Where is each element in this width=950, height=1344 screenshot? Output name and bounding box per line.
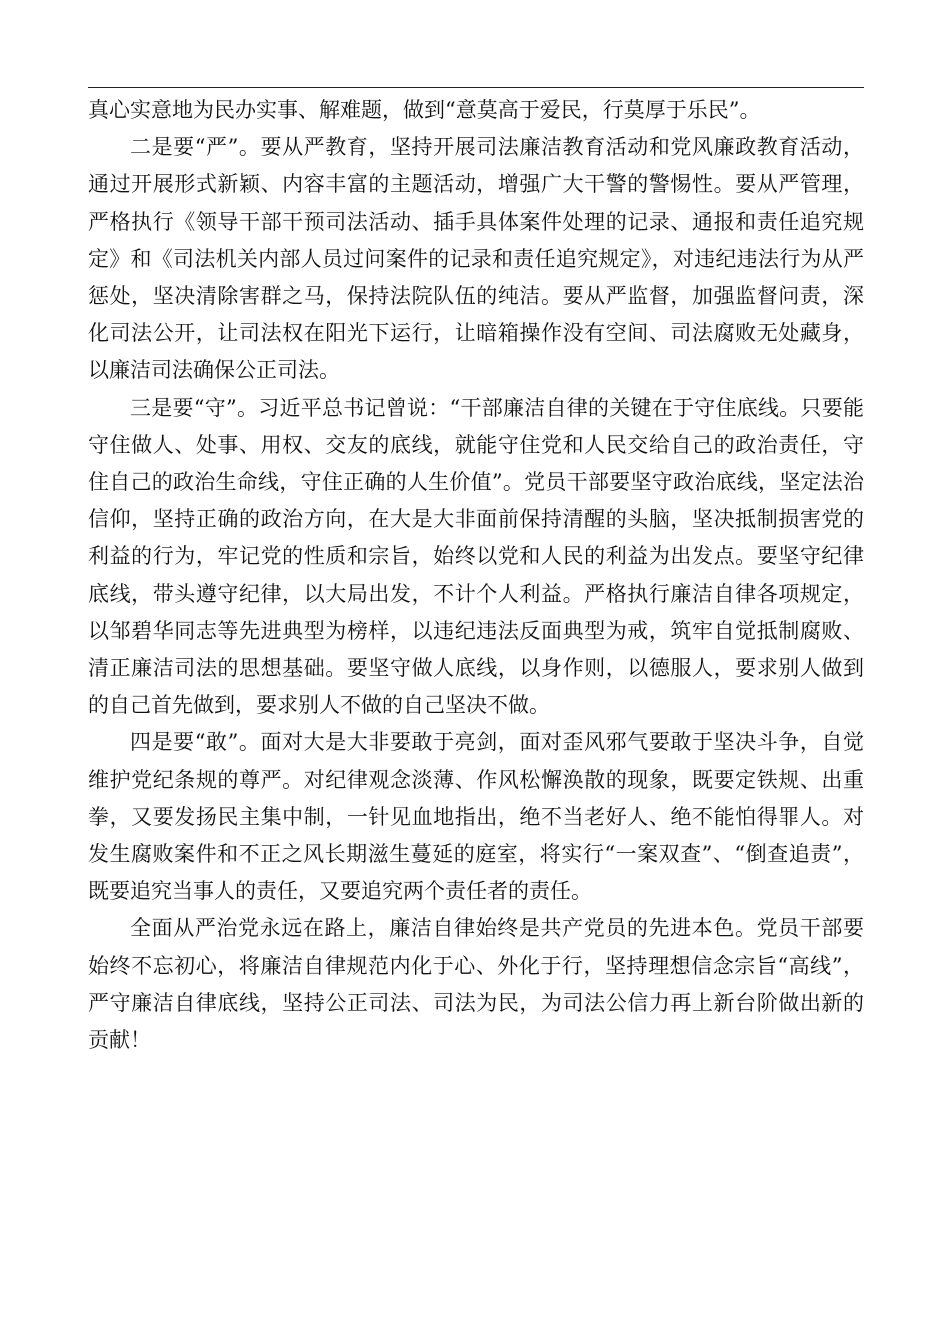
paragraph-guard: 三是要“守”。习近平总书记曾说：“干部廉洁自律的关键在于守住底线。只要能守住做人、处事、用权、交友的底线，就能守住党和人民交给自己的政治责任，守住自己的政治生命线，守住正确的人生价值”。党员干部要坚守政治底线，坚定法治信仰，坚持正确的政治方向，在大是大非面前保持清醒的头脑，坚决抵制损害党的利益的行为，牢记党的性质和宗旨，始终以党和人民的利益为出发点。要坚守纪律底线，带头遵守纪律，以大局出发，不计个人利益。严格执行廉洁自律各项规定，以邹碧华同志等先进典型为榜样，以违纪违法反面典型为戒，筑牢自觉抵制腐败、清正廉洁司法的思想基础。要坚守做人底线，以身作则，以德服人，要求别人做到的自己首先做到，要求别人不做的自己坚决不做。	[88, 395, 864, 718]
document-page	[88, 0, 864, 1344]
paragraph-continuation: 真心实意地为民办实事、解难题，做到“意莫高于爱民，行莫厚于乐民”。	[88, 98, 761, 122]
paragraph-strict: 二是要“严”。要从严教育，坚持开展司法廉洁教育活动和党风廉政教育活动，通过开展形式新颖、内容丰富的主题活动，增强广大干警的警惕性。要从严管理，严格执行《领导干部干预司法活动、插手具体案件处理的记录、通报和责任追究规定》和《司法机关内部人员过问案件的记录和责任追究规定》，对违纪违法行为从严惩处，坚决清除害群之马，保持法院队伍的纯洁。要从严监督，加强监督问责，深化司法公开，让司法权在阳光下运行，让暗箱操作没有空间、司法腐败无处藏身，以廉洁司法确保公正司法。	[88, 135, 864, 383]
paragraph-conclusion: 全面从严治党永远在路上，廉洁自律始终是共产党员的先进本色。党员干部要始终不忘初心，将廉洁自律规范内化于心、外化于行，坚持理想信念宗旨“高线”，严守廉洁自律底线，坚持公正司法、司法为民，为司法公信力再上新台阶做出新的贡献！	[88, 916, 864, 1053]
header-rule	[88, 87, 864, 88]
document-body	[88, 92, 864, 1059]
paragraph-dare: 四是要“敢”。面对大是大非要敢于亮剑，面对歪风邪气要敢于坚决斗争，自觉维护党纪条规的尊严。对纪律观念淡薄、作风松懈涣散的现象，既要定铁规、出重拳，又要发扬民主集中制，一针见血地指出，绝不当老好人、绝不能怕得罪人。对发生腐败案件和不正之风长期滋生蔓延的庭室，将实行“一案双查”、“倒查追责”，既要追究当事人的责任，又要追究两个责任者的责任。	[88, 730, 864, 904]
